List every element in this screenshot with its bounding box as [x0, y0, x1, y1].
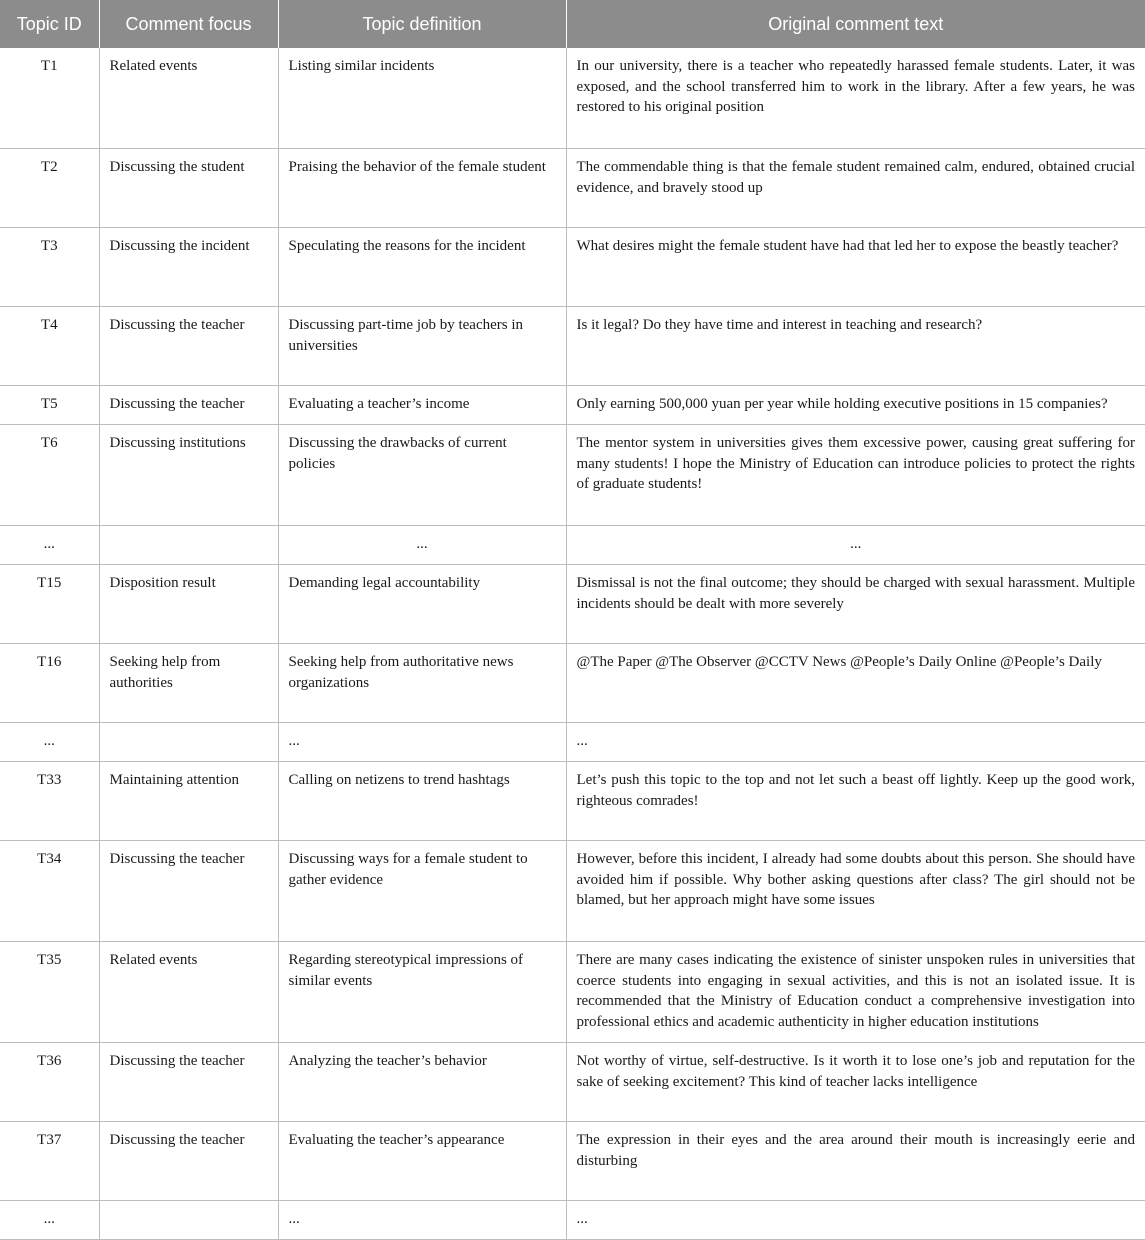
comment-text-cell: There are many cases indicating the existence of sinister unspoken rules in universities that coerce students into engaging in sexual activities, and this is not an isolated issue. It is recommended that the Ministry of Education conduct a comprehensive investigation into professional ethics and academic authenticity in higher education institutions [566, 942, 1145, 1043]
table-header [0, 0, 1145, 48]
header-topic-definition: Topic definition [278, 0, 566, 48]
header-comment-focus: Comment focus [99, 0, 278, 48]
table-row-ellipsis [0, 1201, 1145, 1240]
topic-id-cell: T4 [0, 307, 99, 386]
topic-id-cell: ... [0, 723, 99, 762]
topic-definition-cell: Regarding stereotypical impressions of similar events [278, 942, 566, 1043]
comment-text-cell: ... [566, 1201, 1145, 1240]
topic-id-cell: T3 [0, 228, 99, 307]
comment-focus-cell: Discussing the teacher [99, 1043, 278, 1122]
comment-focus-cell: Related events [99, 48, 278, 149]
topic-id-cell: T16 [0, 644, 99, 723]
table-row [0, 841, 1145, 942]
comment-text-cell: The commendable thing is that the female student remained calm, endured, obtained crucial evidence, and bravely stood up [566, 149, 1145, 228]
table-row [0, 762, 1145, 841]
comment-focus-cell: Discussing the teacher [99, 841, 278, 942]
topic-definition-cell: Praising the behavior of the female student [278, 149, 566, 228]
topic-id-cell: T37 [0, 1122, 99, 1201]
comment-focus-cell: Disposition result [99, 565, 278, 644]
topic-id-cell: T36 [0, 1043, 99, 1122]
topic-id-cell: ... [0, 1201, 99, 1240]
table-row [0, 1043, 1145, 1122]
comment-text-cell: Only earning 500,000 yuan per year while holding executive positions in 15 companies? [566, 386, 1145, 425]
topic-definition-cell: Discussing ways for a female student to gather evidence [278, 841, 566, 942]
topic-id-cell: T33 [0, 762, 99, 841]
table-row [0, 307, 1145, 386]
table-body [0, 48, 1145, 1240]
comment-focus-cell: Seeking help from authorities [99, 644, 278, 723]
comment-text-cell: @The Paper @The Observer @CCTV News @People’s Daily Online @People’s Daily [566, 644, 1145, 723]
table-row [0, 149, 1145, 228]
topic-id-cell: T5 [0, 386, 99, 425]
comment-text-cell: In our university, there is a teacher who repeatedly harassed female students. Later, it was exposed, and the school transferred him to work in the library. After a few years, he was restored to his original position [566, 48, 1145, 149]
topic-id-cell: ... [0, 526, 99, 565]
comment-text-cell: What desires might the female student have had that led her to expose the beastly teacher? [566, 228, 1145, 307]
comment-text-cell: Not worthy of virtue, self-destructive. Is it worth it to lose one’s job and reputation for the sake of seeking excitement? This kind of teacher lacks intelligence [566, 1043, 1145, 1122]
topic-definition-cell: Calling on netizens to trend hashtags [278, 762, 566, 841]
topic-definition-cell: Seeking help from authoritative news organizations [278, 644, 566, 723]
topic-definition-cell: ... [278, 526, 566, 565]
comment-focus-cell: Discussing the teacher [99, 386, 278, 425]
topic-definition-cell: Discussing the drawbacks of current policies [278, 425, 566, 526]
table-row [0, 228, 1145, 307]
comment-text-cell: Dismissal is not the final outcome; they should be charged with sexual harassment. Multiple incidents should be dealt with more severely [566, 565, 1145, 644]
topic-definition-cell: Analyzing the teacher’s behavior [278, 1043, 566, 1122]
comment-focus-cell: Discussing institutions [99, 425, 278, 526]
table-row-ellipsis [0, 723, 1145, 762]
table-row [0, 48, 1145, 149]
topic-definition-cell: ... [278, 723, 566, 762]
table-row [0, 1122, 1145, 1201]
comment-text-cell: ... [566, 723, 1145, 762]
comment-focus-cell: Related events [99, 942, 278, 1043]
comment-focus-cell: Discussing the teacher [99, 1122, 278, 1201]
header-topic-id: Topic ID [0, 0, 99, 48]
comment-focus-cell: Maintaining attention [99, 762, 278, 841]
topic-definition-cell: Listing similar incidents [278, 48, 566, 149]
topic-id-cell: T34 [0, 841, 99, 942]
table-row [0, 386, 1145, 425]
topic-definition-cell: ... [278, 1201, 566, 1240]
topic-id-cell: T35 [0, 942, 99, 1043]
topic-definition-cell: Evaluating the teacher’s appearance [278, 1122, 566, 1201]
comment-focus-cell: Discussing the incident [99, 228, 278, 307]
comment-focus-cell: Discussing the student [99, 149, 278, 228]
comment-focus-cell: Discussing the teacher [99, 307, 278, 386]
table-row [0, 425, 1145, 526]
topic-id-cell: T2 [0, 149, 99, 228]
table-row-ellipsis [0, 526, 1145, 565]
topic-id-cell: T1 [0, 48, 99, 149]
comment-focus-cell [99, 1201, 278, 1240]
comment-focus-cell [99, 526, 278, 565]
comment-text-cell: The expression in their eyes and the area around their mouth is increasingly eerie and disturbing [566, 1122, 1145, 1201]
table-row [0, 644, 1145, 723]
topic-definition-cell: Discussing part-time job by teachers in universities [278, 307, 566, 386]
table-row [0, 942, 1145, 1043]
comment-text-cell: Let’s push this topic to the top and not let such a beast off lightly. Keep up the good work, righteous comrades! [566, 762, 1145, 841]
header-original-comment: Original comment text [566, 0, 1145, 48]
comment-text-cell: Is it legal? Do they have time and interest in teaching and research? [566, 307, 1145, 386]
comment-text-cell: The mentor system in universities gives them excessive power, causing great suffering for many students! I hope the Ministry of Education can introduce policies to protect the rights of graduate students! [566, 425, 1145, 526]
table-row [0, 565, 1145, 644]
topic-id-cell: T6 [0, 425, 99, 526]
topic-definition-cell: Speculating the reasons for the incident [278, 228, 566, 307]
topic-id-cell: T15 [0, 565, 99, 644]
topic-definition-cell: Evaluating a teacher’s income [278, 386, 566, 425]
comment-focus-cell [99, 723, 278, 762]
comment-text-cell: However, before this incident, I already had some doubts about this person. She should have avoided him if possible. Why bother asking questions after class? The girl should not be blamed, but her approach might have some issues [566, 841, 1145, 942]
header-row [0, 0, 1145, 48]
topic-definition-cell: Demanding legal accountability [278, 565, 566, 644]
comment-text-cell: ... [566, 526, 1145, 565]
